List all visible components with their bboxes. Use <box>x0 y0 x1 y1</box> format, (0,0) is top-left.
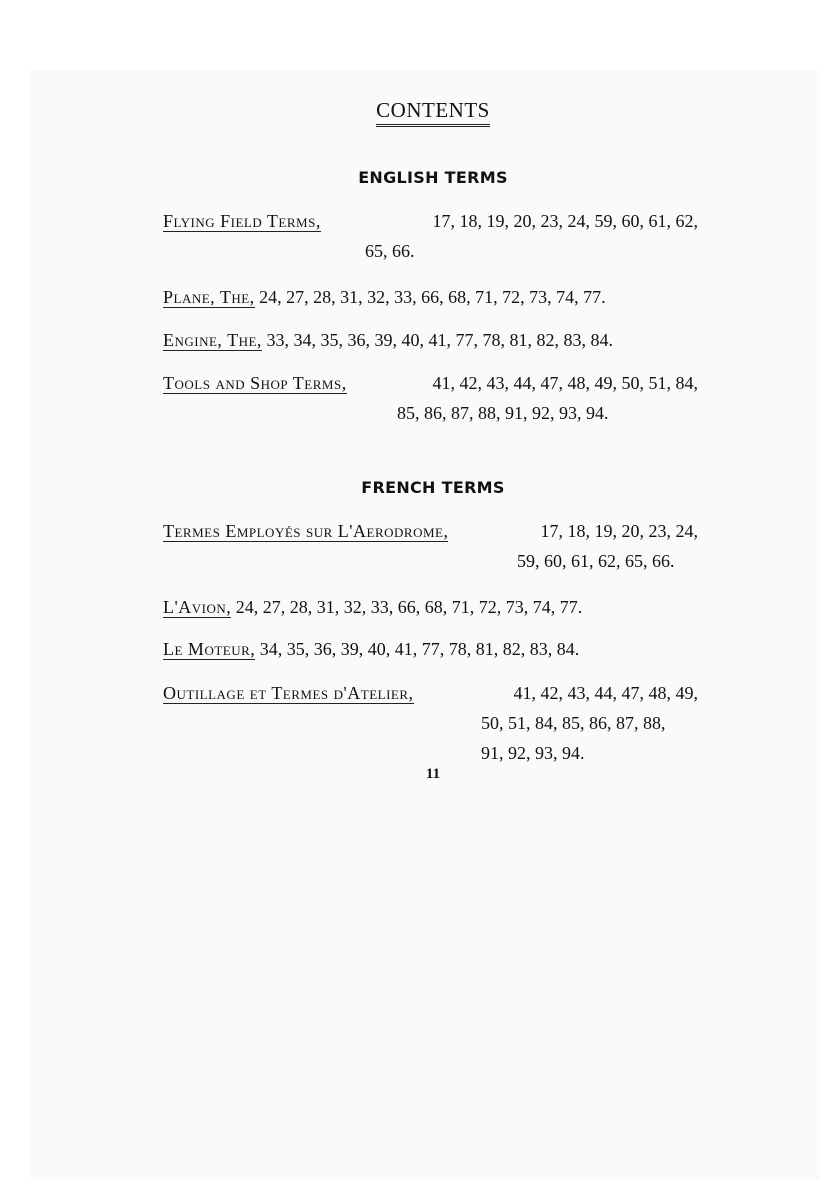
entry-name: Flying Field Terms, <box>163 211 321 231</box>
section-heading-english: ENGLISH TERMS <box>358 168 508 187</box>
entry-name: Outillage et Termes d'Atelier, <box>163 683 414 703</box>
entry-pages: 17, 18, 19, 20, 23, 24, 59, 60, 61, 62, <box>432 211 698 231</box>
toc-entry-flying-field-terms <box>163 206 698 266</box>
entry-name: Termes Employés sur L'Aerodrome, <box>163 521 449 541</box>
entry-pages: 24, 27, 28, 31, 32, 33, 66, 68, 71, 72, 73, 74, 77. <box>235 597 583 617</box>
toc-entry-termes-employes <box>163 516 698 576</box>
section-heading-french: FRENCH TERMS <box>361 478 505 497</box>
entry-pages: 17, 18, 19, 20, 23, 24, <box>540 521 698 541</box>
toc-entry-tools-and-shop-terms <box>163 368 698 428</box>
entry-pages-continued: 50, 51, 84, 85, 86, 87, 88, <box>481 713 666 733</box>
page-number: 11 <box>425 766 441 782</box>
entry-name: L'Avion, <box>163 597 232 617</box>
entry-pages: 41, 42, 43, 44, 47, 48, 49, 50, 51, 84, <box>432 373 698 393</box>
toc-entry-engine <box>163 325 698 355</box>
entry-name: Le Moteur, <box>163 639 256 659</box>
entry-name: Plane, The, <box>163 287 255 307</box>
entry-pages-continued: 65, 66. <box>365 241 415 261</box>
entry-pages: 34, 35, 36, 39, 40, 41, 77, 78, 81, 82, 83, 84. <box>259 639 580 659</box>
toc-entry-le-moteur <box>163 634 698 664</box>
page-title: CONTENTS <box>0 98 840 127</box>
entry-pages-continued: 59, 60, 61, 62, 65, 66. <box>517 551 675 571</box>
entry-pages-continued: 91, 92, 93, 94. <box>481 743 585 763</box>
entry-name: Tools and Shop Terms, <box>163 373 347 393</box>
toc-entry-plane <box>163 282 698 312</box>
entry-pages: 24, 27, 28, 31, 32, 33, 66, 68, 71, 72, 73, 74, 77. <box>259 287 606 307</box>
entry-pages: 33, 34, 35, 36, 39, 40, 41, 77, 78, 81, 82, 83, 84. <box>266 330 613 350</box>
entry-name: Engine, The, <box>163 330 262 350</box>
entry-pages-continued: 85, 86, 87, 88, 91, 92, 93, 94. <box>397 403 609 423</box>
entry-pages: 41, 42, 43, 44, 47, 48, 49, <box>513 683 698 703</box>
toc-entry-outillage <box>163 678 698 768</box>
toc-entry-l-avion <box>163 592 698 622</box>
